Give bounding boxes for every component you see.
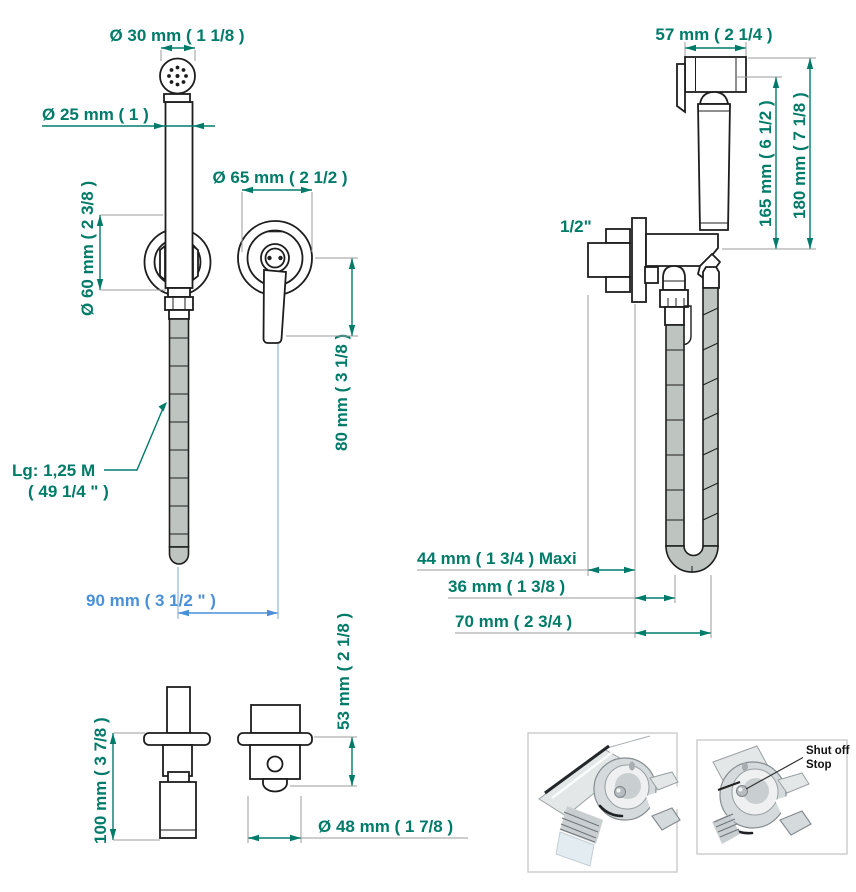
figure-handset-front <box>145 59 211 565</box>
valve-flange-side <box>144 733 210 745</box>
shut-off-label: Shut off <box>806 745 850 757</box>
water-inlet <box>588 243 630 277</box>
dim-escutcheon-diameter: Ø 65 mm ( 2 1/2 ) <box>212 168 348 187</box>
spray-holes <box>167 66 188 87</box>
dim-hose-length-2: ( 49 1/4 " ) <box>28 482 109 501</box>
dim-offset-36: 36 mm ( 1 3/8 ) <box>448 577 566 596</box>
mounting-hole <box>629 762 635 771</box>
stop-label: Stop <box>806 759 832 771</box>
valve-nozzle <box>263 779 287 792</box>
handset-body-side <box>698 104 730 230</box>
dim-lever-drop: 80 mm ( 3 1/8 ) <box>332 333 351 451</box>
hose-connector <box>168 288 190 297</box>
hose-loop-left <box>666 325 684 546</box>
dim-body-diameter: Ø 48 mm ( 1 7/8 ) <box>318 817 454 836</box>
dim-height-180: 180 mm ( 7 1/8 ) <box>790 92 809 219</box>
dim-wall-depth-max: 44 mm ( 1 3/4 ) Maxi <box>417 549 577 568</box>
dim-hose-length-1: Lg: 1,25 M <box>12 461 96 480</box>
mounting-hole <box>742 763 748 772</box>
dim-head-width: 57 mm ( 2 1/4 ) <box>655 25 773 44</box>
dim-height-100: 100 mm ( 3 7/8 ) <box>91 717 110 844</box>
dim-height-53: 53 mm ( 2 1/8 ) <box>334 612 353 730</box>
bracket-jaw-left <box>160 246 165 280</box>
valve-stem <box>167 687 190 733</box>
dim-height-165: 165 mm ( 6 1/2 ) <box>756 100 775 227</box>
valve-lever <box>264 270 287 343</box>
figure-valve-side-section <box>144 687 210 838</box>
holder-photo-2 <box>697 740 850 854</box>
wall-plate <box>632 218 646 302</box>
dim-handle-diameter: Ø 25 mm ( 1 ) <box>42 105 149 124</box>
dim-bracket-diameter: Ø 60 mm ( 2 3/8 ) <box>78 180 97 316</box>
dim-inlet-thread: 1/2" <box>560 217 592 236</box>
figure-assembly-side <box>588 57 746 573</box>
handset-neck <box>164 94 190 102</box>
hose-nut <box>663 266 685 290</box>
dimensions <box>12 25 816 844</box>
dim-offset-70: 70 mm ( 2 3/4 ) <box>455 612 573 631</box>
shower-hose <box>170 319 189 547</box>
holder-screw <box>615 787 626 798</box>
handset-handle <box>166 102 193 288</box>
dim-head-diameter: Ø 30 mm ( 1 1/8 ) <box>109 26 245 45</box>
holder-photo-1 <box>528 733 682 872</box>
valve-screw <box>268 757 283 772</box>
shut-off-screw <box>737 786 748 797</box>
dim-offset-90: 90 mm ( 3 1/2 " ) <box>86 591 216 610</box>
bracket-jaw-right <box>193 246 198 280</box>
figure-valve-bottom-view <box>238 705 312 792</box>
handset-head-side <box>685 57 746 92</box>
trigger-lever <box>677 64 685 112</box>
figure-valve-front <box>238 221 312 343</box>
valve-flange-front <box>238 733 312 745</box>
